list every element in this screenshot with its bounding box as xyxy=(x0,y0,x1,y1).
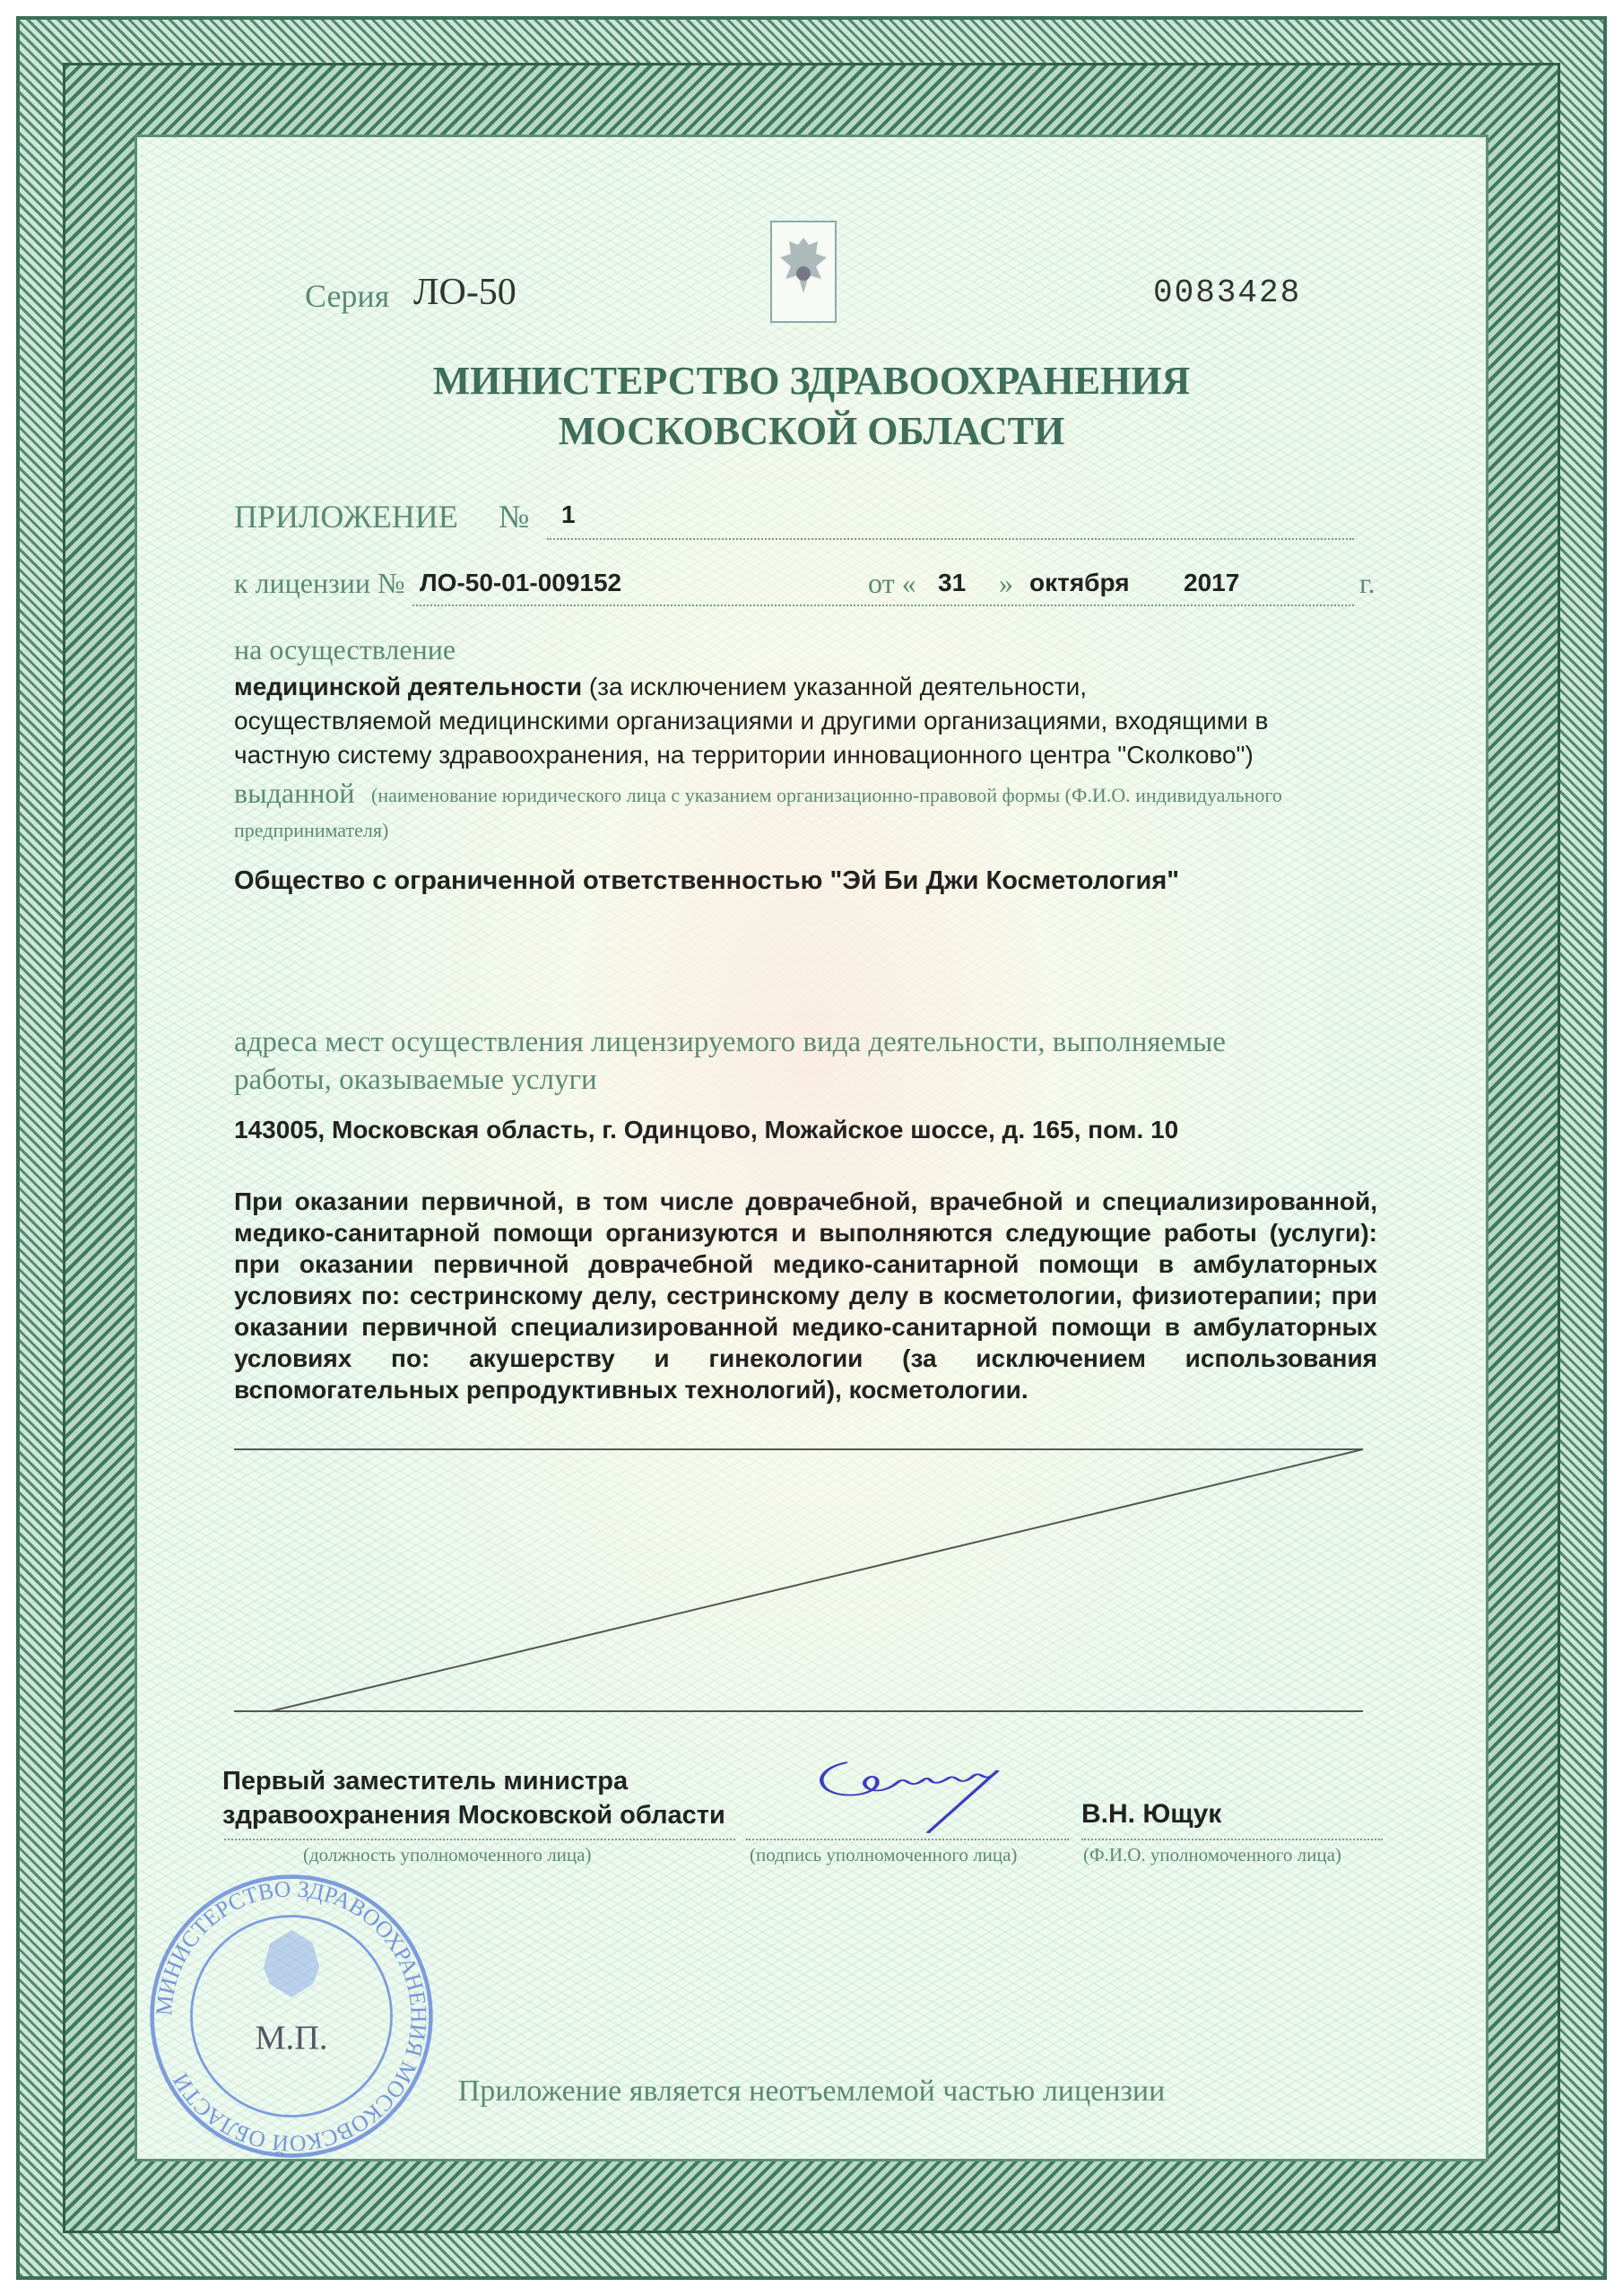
signatory-position-line1: Первый заместитель министра xyxy=(222,1767,629,1796)
signature-hint: (подпись уполномоченного лица) xyxy=(750,1844,1018,1866)
stamp-placeholder-label: М.П. xyxy=(255,2019,328,2057)
official-stamp xyxy=(148,1873,435,2160)
stamp-text: МИНИСТЕРСТВО ЗДРАВООХРАНЕНИЯ МОСКОВСКОЙ ОБЛАСТИ xyxy=(151,1875,432,2157)
footer-note: Приложение является неотъемлемой частью лицензии xyxy=(457,2074,1166,2108)
addresses-label-line1: адреса мест осуществления лицензируемого вида деятельности, выполняемые xyxy=(234,1026,1226,1058)
license-year-suffix: г. xyxy=(1359,567,1376,599)
activity-bold: медицинской деятельности xyxy=(234,673,583,700)
license-year: 2017 xyxy=(1184,569,1240,596)
name-hint: (Ф.И.О. уполномоченного лица) xyxy=(1083,1844,1341,1866)
issued-label: выданной xyxy=(234,777,355,809)
series-label: Серия xyxy=(305,278,390,314)
addresses-label-line2: работы, оказываемые услуги xyxy=(234,1064,597,1096)
license-from-label: от « xyxy=(868,567,916,599)
signature-underline xyxy=(746,1839,1069,1840)
issued-hint-line2: предпринимателя) xyxy=(234,819,389,841)
address: 143005, Московская область, г. Одинцово, Можайское шоссе, д. 165, пом. 10 xyxy=(234,1116,1179,1144)
company-name: Общество с ограниченной ответственностью "Эй Би Джи Косметология" xyxy=(234,866,1180,895)
svg-text:МИНИСТЕРСТВО ЗДРАВООХРАНЕНИЯ М xyxy=(151,1875,431,2157)
license-day: 31 xyxy=(938,569,967,596)
signatory-name: В.Н. Ющук xyxy=(1081,1799,1222,1829)
license-number: ЛО-50-01-009152 xyxy=(420,569,622,596)
activity-label: на осуществление xyxy=(234,633,456,665)
name-underline xyxy=(1081,1839,1383,1840)
position-hint: (должность уполномоченного лица) xyxy=(303,1844,592,1866)
appendix-number: 1 xyxy=(561,500,576,528)
handwritten-signature xyxy=(807,1754,1058,1835)
activity-line3: частную систему здравоохранения, на территории инновационного центра "Сколково") xyxy=(234,741,1254,769)
form-number: 0083428 xyxy=(1153,274,1302,311)
license-close-quote: » xyxy=(999,567,1013,599)
activity-line2: осуществляемой медицинскими организациями и другими организациями, входящими в xyxy=(234,707,1269,735)
appendix-number-sign: № xyxy=(499,499,530,535)
issued-hint-line1: (наименование юридического лица с указанием организационно-правовой формы (Ф.И.О. индивидуального xyxy=(371,784,1282,806)
services-paragraph: При оказании первичной, в том числе доврачебной, врачебной и специализированной, медико-санитарной помощи организуются и выполняются следующие работы (услуги): при оказании первичной доврачебной медико-санитарной помощи в амбулаторных условиях по: сестринскому делу, сестринскому делу в косметологии, физиотерапии; при оказании первичной специализированной медико-санитарной помощи в амбулаторных условиях по: акушерству и гинекологии (за исключением использования вспомогательных репродуктивных технологий), косметологии. xyxy=(234,1187,1377,1404)
ministry-title-line2: МОСКОВСКОЙ ОБЛАСТИ xyxy=(558,409,1065,453)
appendix-label: ПРИЛОЖЕНИЕ xyxy=(234,499,458,535)
license-month: октября xyxy=(1029,569,1130,596)
series-value: ЛО-50 xyxy=(413,272,516,313)
activity-line1: (за исключением указанной деятельности, xyxy=(582,673,1088,700)
signatory-position-line2: здравоохранения Московской области xyxy=(222,1801,725,1830)
license-prefix: к лицензии № xyxy=(234,567,405,599)
position-underline xyxy=(224,1839,735,1840)
ministry-title-line1: МИНИСТЕРСТВО ЗДРАВООХРАНЕНИЯ xyxy=(432,359,1191,403)
